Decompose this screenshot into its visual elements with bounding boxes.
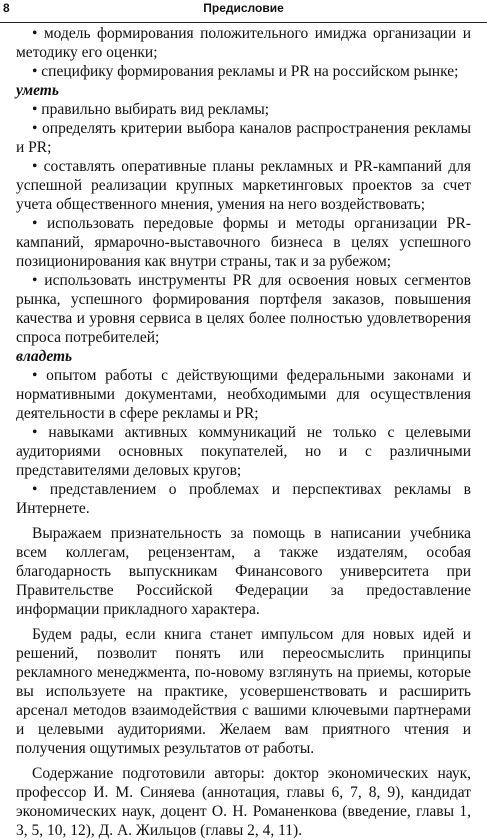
- bullet-item: • использовать передовые формы и методы организации PR-кампаний, ярмарочно-выставочного бизнеса в целях успешного позиционирования как внутри страны, так и за рубежом;: [16, 215, 471, 270]
- bullet-item: • использовать инструменты PR для освоения новых сегментов рынка, успешного формирования портфеля заказов, повышения качества и уровня сервиса в целях более полностью удовлетворения спроса потребителей;: [16, 272, 471, 346]
- bullet-item: • представлением о проблемах и перспективах рекламы в Интернете.: [16, 481, 471, 517]
- running-head: [0, 0, 487, 23]
- authors-paragraph: Содержание подготовили авторы: доктор экономических наук, профессор И. М. Синяева (аннотация, главы 6, 7, 8, 9), кандидат экономических наук, доцент О. Н. Романенкова (введение, главы 1, 3, 5, 10, 12), Д. А. Жильцов (главы 2, 4, 11).: [16, 765, 471, 839]
- label-can: уметь: [16, 82, 59, 99]
- section-title: Предисловие: [203, 1, 284, 15]
- bullet-item: • модель формирования положительного имиджа организации и методику его оценки;: [16, 25, 471, 61]
- bullet-item: • определять критерии выбора каналов распространения рекламы и PR;: [16, 120, 471, 156]
- page-number: 8: [3, 1, 10, 15]
- acknowledgement-paragraph: Выражаем признательность за помощь в написании учебника всем коллегам, рецензентам, а также издателям, особая благодарность выпускникам Финансового университета при Правительстве Российской Федерации за предоставление информации прикладного характера.: [16, 525, 471, 618]
- bullet-item: • специфику формирования рекламы и PR на российском рынке;: [32, 63, 459, 80]
- page-body: [16, 24, 471, 840]
- label-master: владеть: [16, 348, 73, 365]
- bullet-item: • составлять оперативные планы рекламных и PR-кампаний для успешной реализации крупных маркетинговых проектов за счет учета общественного мнения, умения на него воздействовать;: [16, 158, 471, 213]
- bullet-item: • опытом работы с действующими федеральными законами и нормативными документами, необходимыми для осуществления деятельности в сфере рекламы и PR;: [16, 367, 471, 422]
- closing-paragraph: Будем рады, если книга станет импульсом для новых идей и решений, позволит понять или переосмыслить принципы рекламного менеджмента, по-новому взглянуть на приемы, которые вы используете на практике, усовершенствовать и расширить арсенал методов взаимодействия с вашими ключевыми партнерами и целевыми аудиториями. Желаем вам приятного чтения и получения ощутимых результатов от работы.: [16, 626, 471, 757]
- bullet-item: • правильно выбирать вид рекламы;: [32, 101, 270, 118]
- bullet-item: • навыками активных коммуникаций не только с целевыми аудиториями основных покупателей, но и с различными представителями деловых кругов;: [16, 424, 471, 479]
